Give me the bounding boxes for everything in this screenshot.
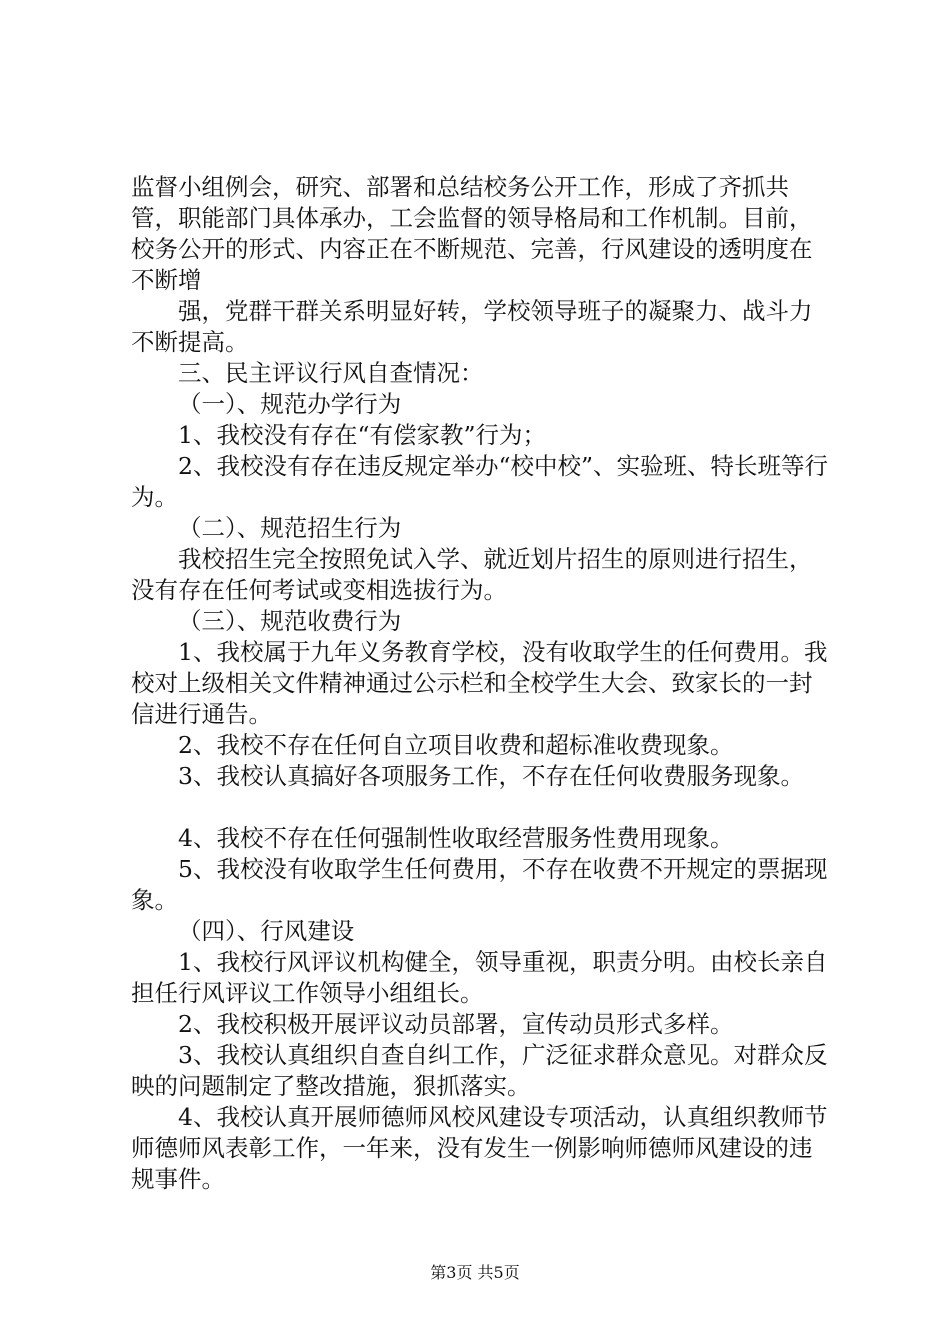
paragraph-item: 我校招生完全按照免试入学、就近划片招生的原则进行招生，没有存在任何考试或变相选拔行为。 bbox=[131, 545, 813, 604]
paragraph-item: 2、我校没有存在违反规定举办“校中校”、实验班、特长班等行为。 bbox=[131, 452, 828, 511]
paragraph-item: 2、我校积极开展评议动员部署，宣传动员形式多样。 bbox=[178, 1010, 734, 1038]
paragraph-item: 1、我校没有存在“有偿家教”行为； bbox=[178, 421, 546, 449]
paragraph-item: 5、我校没有收取学生任何费用，不存在收费不开规定的票据现象。 bbox=[131, 855, 828, 914]
paragraph-item: 4、我校认真开展师德师风校风建设专项活动，认真组织教师节师德师风表彰工作，一年来，没有发生一例影响师德师风建设的违规事件。 bbox=[131, 1103, 828, 1193]
page-number-footer: 第3页 共5页 bbox=[430, 1263, 520, 1282]
subsection-heading-4: （四）、行风建设 bbox=[178, 917, 355, 945]
subsection-heading-2: （二）、规范招生行为 bbox=[178, 514, 402, 542]
section-heading-3: 三、民主评议行风自查情况： bbox=[178, 359, 484, 387]
paragraph-item: 1、我校属于九年义务教育学校，没有收取学生的任何费用。我校对上级相关文件精神通过公示栏和全校学生大会、致家长的一封信进行通告。 bbox=[131, 638, 828, 728]
subsection-heading-1: （一）、规范办学行为 bbox=[178, 390, 402, 418]
document-body bbox=[131, 172, 831, 1195]
paragraph-item: 3、我校认真搞好各项服务工作，不存在任何收费服务现象。 bbox=[178, 762, 804, 790]
paragraph-continuation: 监督小组例会，研究、部署和总结校务公开工作，形成了齐抓共管，职能部门具体承办，工会监督的领导格局和工作机制。目前，校务公开的形式、内容正在不断规范、完善，行风建设的透明度在不断增 bbox=[131, 173, 813, 294]
paragraph-continuation-2: 强，党群干群关系明显好转，学校领导班子的凝聚力、战斗力不断提高。 bbox=[131, 297, 813, 356]
paragraph-item: 2、我校不存在任何自立项目收费和超标准收费现象。 bbox=[178, 731, 734, 759]
paragraph-item: 4、我校不存在任何强制性收取经营服务性费用现象。 bbox=[178, 824, 734, 852]
paragraph-item: 3、我校认真组织自查自纠工作，广泛征求群众意见。对群众反映的问题制定了整改措施，狠抓落实。 bbox=[131, 1041, 828, 1100]
subsection-heading-3: （三）、规范收费行为 bbox=[178, 607, 402, 635]
paragraph-item: 1、我校行风评议机构健全，领导重视，职责分明。由校长亲自担任行风评议工作领导小组组长。 bbox=[131, 948, 828, 1007]
